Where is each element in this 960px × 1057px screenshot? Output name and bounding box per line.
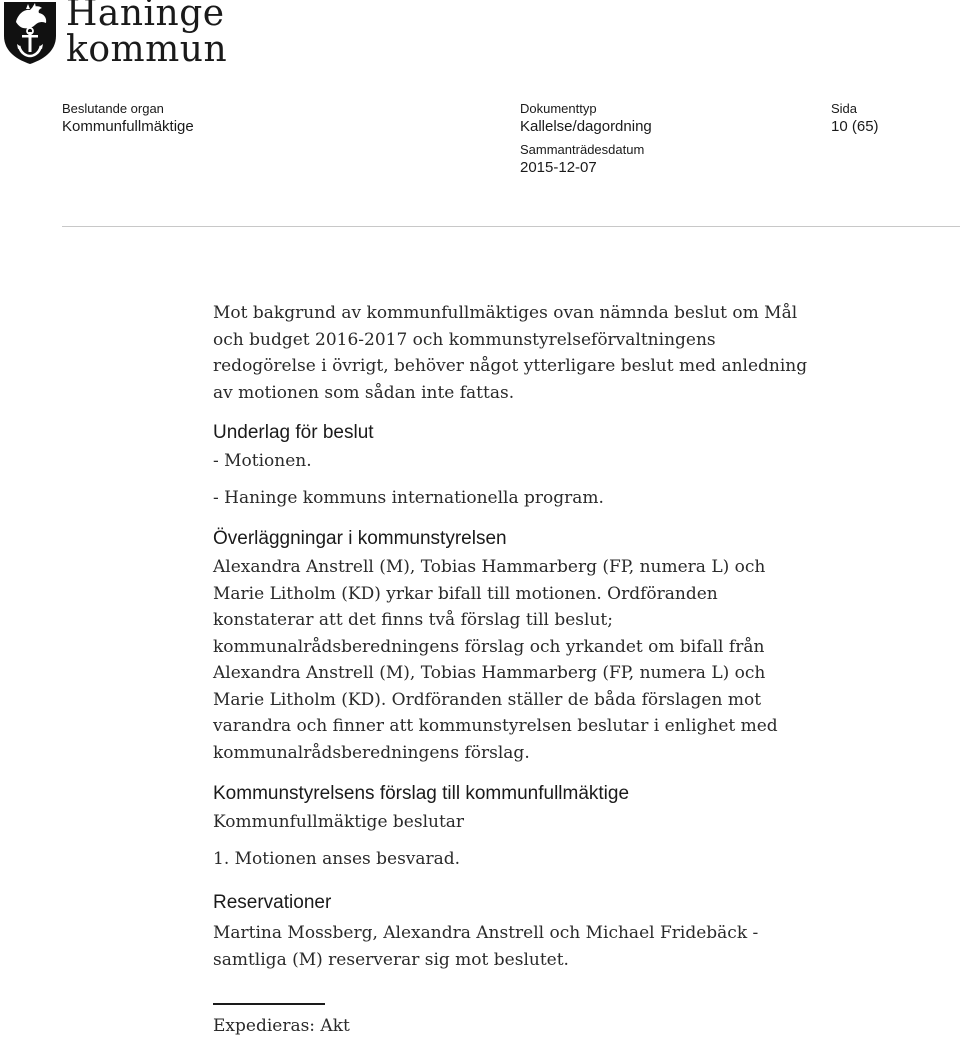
haninge-coat-of-arms-icon: [2, 0, 58, 66]
logo-line-1: Haninge: [66, 0, 225, 34]
document-body: [213, 300, 813, 1039]
doctype-value: Kallelse/dagordning: [520, 118, 652, 135]
header-doctype: [520, 101, 652, 137]
organ-value: Kommunfullmäktige: [62, 118, 194, 135]
doctype-label: Dokumenttyp: [520, 101, 597, 116]
date-value: 2015-12-07: [520, 159, 597, 176]
reservationer-heading: Reservationer: [213, 892, 332, 913]
expedieras-line: Expedieras: Akt: [213, 1015, 350, 1036]
page-label: Sida: [831, 101, 858, 116]
forslag-subtext: Kommunfullmäktige beslutar: [213, 812, 465, 832]
overlaggningar-paragraph: Alexandra Anstrell (M), Tobias Hammarberg (FP, numera L) och Marie Litholm (KD) yrkar bifall till motionen. Ordföranden konstaterar att det finns två förslag till beslut; kommunalrådsberedningens förslag och yrkandet om bifall från Alexandra Anstrell (M), Tobias Hammarberg (FP, numera L) och Marie Litholm (KD). Ordföranden ställer de båda förslagen mot varandra och finner att kommunstyrelsen beslutar i enlighet med kommunalrådsberedningens förslag.: [213, 557, 778, 763]
reservationer-paragraph: Martina Mossberg, Alexandra Anstrell och Michael Fridebäck - samtliga (M) reserverar sig mot beslutet.: [213, 923, 759, 970]
organ-label: Beslutande organ: [62, 101, 164, 116]
underlag-item-2: - Haninge kommuns internationella program.: [213, 487, 604, 508]
header-organ: [62, 101, 194, 137]
overlaggningar-heading: Överläggningar i kommunstyrelsen: [213, 528, 507, 549]
header-page: [831, 101, 879, 137]
underlag-item-1: - Motionen.: [213, 451, 312, 471]
logo-line-2: kommun: [66, 29, 228, 70]
date-label: Sammanträdesdatum: [520, 142, 645, 157]
header-date: [520, 142, 644, 178]
haninge-logo: [0, 0, 230, 70]
intro-paragraph: Mot bakgrund av kommunfullmäktiges ovan nämnda beslut om Mål och budget 2016-2017 och kommunstyrelseförvaltningens redogörelse i övrigt, behöver något ytterligare beslut med anledning av motionen som sådan inte fattas.: [213, 303, 808, 403]
signature-rule: [213, 1003, 325, 1005]
forslag-item-1: 1. Motionen anses besvarad.: [213, 848, 461, 869]
page-value: 10 (65): [831, 118, 879, 135]
underlag-heading: Underlag för beslut: [213, 422, 374, 443]
forslag-heading: Kommunstyrelsens förslag till kommunfullmäktige: [213, 783, 630, 804]
logo-wordmark: [66, 0, 227, 68]
header-divider: [62, 226, 960, 227]
